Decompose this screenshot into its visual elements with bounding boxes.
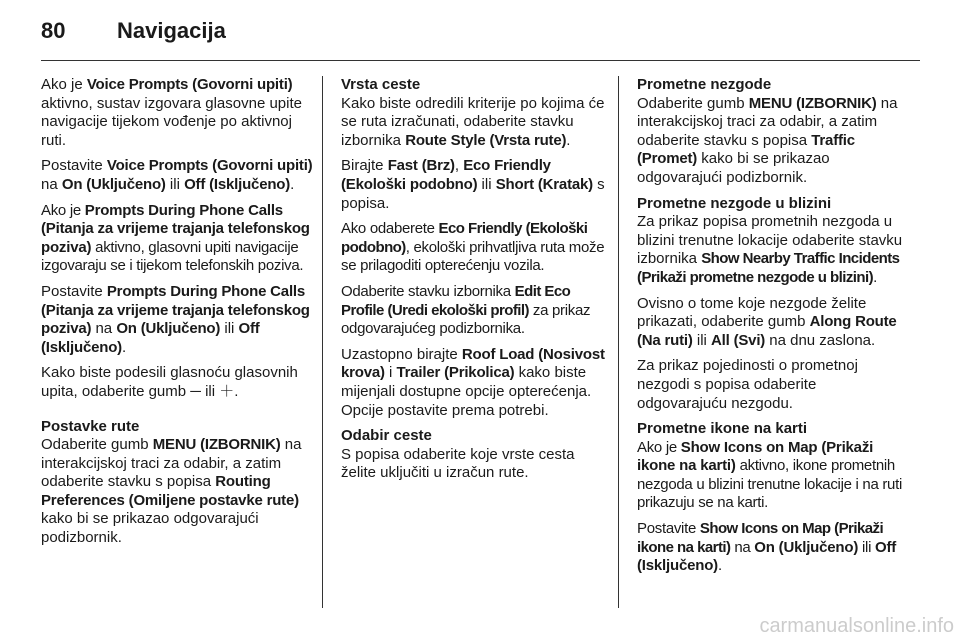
column-divider-1 [322,76,323,608]
column-1 [41,76,313,555]
paragraph: Kako biste podesili glasnoću glasovnih upita, odaberite gumb ─ ili ＋. [41,364,298,400]
section-heading: Prometne nezgode [637,76,772,93]
column-3 [637,76,909,583]
paragraph: Postavite Show Icons on Map (Prikaži ikone na karti) na On (Uključeno) ili Off (Isključeno). [637,520,897,575]
paragraph: Za prikaz popisa prometnih nezgoda u blizini trenutne lokacije odaberite stavku izbornika Show Nearby Traffic Incidents (Prikaži prometne nezgode u blizini). [637,213,903,286]
paragraph: Odaberite stavku izbornika Edit Eco Profile (Uredi ekološki profil) za prikaz odgovarajućeg podizbornika. [341,282,591,338]
paragraph: Ako je Show Icons on Map (Prikaži ikone na karti) aktivno, ikone prometnih nezgoda u blizini trenutne lokacije i na ruti prikazuju se na karti. [637,438,903,512]
page-header [41,18,226,48]
chapter-title: Navigacija [117,18,226,43]
paragraph: Za prikaz pojedinosti o prometnoj nezgodi s popisa odaberite odgovarajuću nezgodu. [637,357,858,412]
page-number: 80 [41,18,66,43]
section-heading: Vrsta ceste [341,76,421,93]
column-divider-2 [618,76,619,608]
paragraph: Postavite Voice Prompts (Govorni upiti) na On (Uključeno) ili Off (Isključeno). [41,157,313,193]
section-heading: Postavke rute [41,417,140,435]
watermark: carmanualsonline.info [759,615,954,637]
paragraph: Ako je Voice Prompts (Govorni upiti) aktivno, sustav izgovara glasovne upite navigacije tijekom vođenje po aktivnoj ruti. [41,76,302,149]
paragraph: Postavite Prompts During Phone Calls (Pitanja za vrijeme trajanja telefonskog poziva) na On (Uključeno) ili Off (Isključeno). [41,282,310,356]
section-heading: Prometne nezgode u blizini [637,194,832,212]
paragraph: Birajte Fast (Brz), Eco Friendly (Ekološki podobno) ili Short (Kratak) s popisa. [341,157,605,212]
paragraph: Ako je Prompts During Phone Calls (Pitanja za vrijeme trajanja telefonskog poziva) aktivno, glasovni upiti navigacije izgovaraju se i tijekom telefonskih poziva. [41,201,310,275]
paragraph: Ako odaberete Eco Friendly (Ekološki podobno), ekološki prihvatljiva ruta može se prilagoditi opterećenju vozila. [341,220,605,275]
minus-icon: ─ [190,382,201,400]
paragraph: Ovisno o tome koje nezgode želite prikazati, odaberite gumb Along Route (Na ruti) ili All (Svi) na dnu zaslona. [637,294,897,349]
section-heading: Prometne ikone na karti [637,420,808,438]
header-rule [41,60,920,61]
section-heading: Odabir ceste [341,427,432,445]
paragraph: Odaberite gumb MENU (IZBORNIK) na interakcijskoj traci za odabir, a zatim odaberite stavku s popisa Routing Preferences (Omiljene postavke rute) kako bi se prikazao odgovarajući podizbornik. [41,436,302,547]
paragraph: Uzastopno birajte Roof Load (Nosivost krova) i Trailer (Prikolica) kako biste mijenjali dostupne opcije opterećenja. Opcije postavite prema potrebi. [341,345,605,419]
paragraph: Kako biste odredili kriterije po kojima će se ruta izračunati, odaberite stavku izbornika Route Style (Vrsta rute). [341,94,605,149]
column-2 [341,76,613,490]
plus-icon: ＋ [219,382,235,400]
paragraph: Odaberite gumb MENU (IZBORNIK) na interakcijskoj traci za odabir, a zatim odaberite stavku s popisa Traffic (Promet) kako bi se prikazao odgovarajući podizbornik. [637,94,898,186]
paragraph: S popisa odaberite koje vrste cesta želite uključiti u izračun rute. [341,445,575,482]
